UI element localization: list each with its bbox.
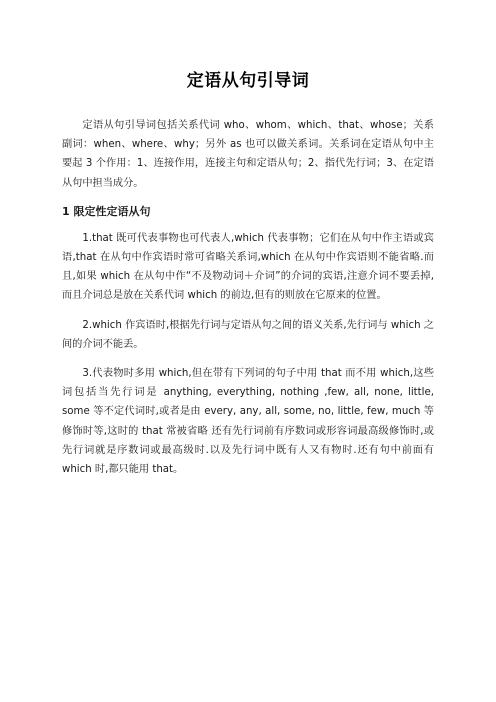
body-paragraph-3: 3.代表物时多用 which,但在带有下列词的句子中用 that 而不用 which,这些词包括当先行词是 anything, everything, nothing ,few, all, none, little, some 等不定代词时,或者是由 every, any, all, some, no, little, few, much 等修饰时等,这时的 that 常被省略 还有先行词前有序数词或形容词最高级修饰时,或先行词就是序数词或最高级时.以及先行词中既有人又有物时.还有句中前面有 which 时,都只能用 that。	[62, 368, 434, 476]
body-paragraph-1: 1.that 既可代表事物也可代表人,which 代表事物；它们在从句中作主语或宾语,that 在从句中作宾语时常可省略关系词,which 在从句中作宾语则不能省略.而且,如果 which 在从句中作“不及物动词＋介词”的介词的宾语,注意介词不要丢掉,而且介词总是放在关系代词 which 的前边,但有的则放在它原来的位置。	[62, 232, 434, 302]
document-body	[62, 116, 434, 489]
section-heading: 1 限定性定语从句	[62, 204, 151, 218]
intro-paragraph: 定语从句引导词包括关系代词 who、whom、which、that、whose；关系副词：when、where、why；另外 as 也可以做关系词。关系词在定语从句中主要起 3 个作用：1、连接作用，连接主句和定语从句；2、指代先行词；3、在定语从句中担当成分。	[62, 120, 434, 189]
body-paragraph-2: 2.which 作宾语时,根据先行词与定语从句之间的语义关系,先行词与 which 之间的介词不能丢。	[62, 319, 434, 350]
page-title: 定语从句引导词	[186, 71, 310, 91]
